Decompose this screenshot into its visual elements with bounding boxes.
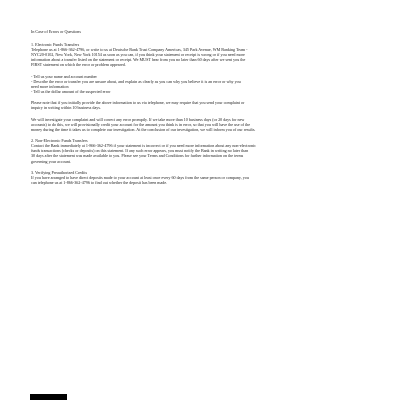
section-verifying-preauthorized-credits [31,170,303,185]
investigation-note: We will investigate your complaint and will correct any error promptly. If we take more than 10 business days (or 20 days for new accounts) to do this, we will provisionally credit your account for the amount you think is in error, so that you will have the use of the money during the time it takes us to complete our investigation. At the conclusion of our investigation, we will inform you of our results. [31,116,256,132]
list-item: - Tell us your name and account number [31,73,97,79]
document-title: In Case of Errors or Questions [31,29,81,34]
section-non-electronic-funds-transfers [31,138,303,163]
document-body [31,29,303,191]
section-heading: 1. Electronic Funds Transfers [31,42,80,48]
list-item: - Describe the error or transfer you are unsure about, and explain as clearly as you can why you believe it is an error or why you need more information [31,78,241,89]
info-requirements-list [31,74,303,94]
section-heading: 3. Verifying Preauthorized Credits [31,169,88,175]
footer-black-bar [30,394,67,400]
section-electronic-funds-transfers [31,42,303,132]
section-heading: 2. Non-Electronic Funds Transfers [31,138,88,144]
section-body: Contact the Bank immediately at 1-866-362-4796 if your statement is incorrect or if you need more information about any non-electronic funds transactions (checks or deposits) on this statement. If any such error appears, you must notify the Bank in writing no later than 30 days after the statement was made available to you. Please see your Terms and Conditions for further information on the terms governing your account. [31,143,256,164]
section-body: If you have arranged to have direct deposits made to your account at least once every 60 days from the same person or company, you can telephone us at 1-866-362-4796 to find out whether the deposit has been made. [31,174,249,185]
written-confirmation-note: Please note that if you initially provide the above information to us via telephone, we may require that you send your complaint or inquiry in writing within 10 business days. [31,100,245,111]
list-item: - Tell us the dollar amount of the suspected error [31,89,111,95]
section-body: Telephone us at 1-866-362-4796, or write to us at Deutsche Bank Trust Company Americas, 345 Park Avenue, WM Banking Team - NYC20-0102, New York, New York 10154 as soon as you can, if you think your statement or receipt is wrong or if you need more information about a transfer listed on the statement or receipt. We MUST hear from you no later than 60 days after we sent you the FIRST statement on which the error or problem appeared. [31,47,248,68]
